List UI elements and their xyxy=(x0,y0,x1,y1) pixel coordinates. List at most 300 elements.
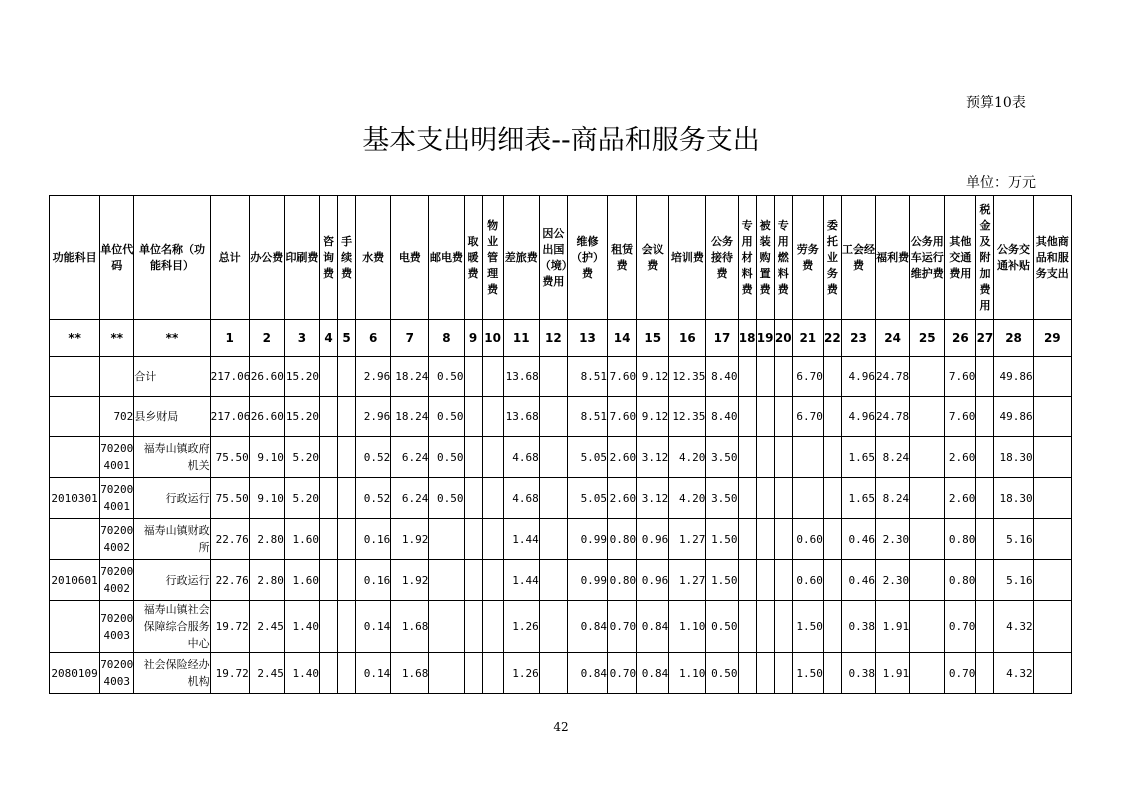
column-header: 专用材料费 xyxy=(738,196,756,320)
value-cell: 9.10 xyxy=(249,478,284,519)
column-header: 专用燃料费 xyxy=(774,196,792,320)
value-cell: 12.35 xyxy=(669,397,706,437)
unit-name-cell: 福寿山镇社会保障综合服务中心 xyxy=(134,601,210,653)
value-cell: 1.26 xyxy=(503,601,539,653)
value-cell: 0.60 xyxy=(792,519,823,560)
column-index: 16 xyxy=(669,320,706,357)
value-cell: 8.24 xyxy=(876,478,910,519)
index-row xyxy=(50,320,1072,357)
value-cell xyxy=(756,601,774,653)
value-cell xyxy=(823,560,841,601)
unit-label: 单位：万元 xyxy=(966,175,1036,191)
value-cell: 0.52 xyxy=(356,437,391,478)
value-cell: 1.10 xyxy=(669,601,706,653)
value-cell: 6.70 xyxy=(792,357,823,397)
value-cell xyxy=(482,601,503,653)
header-row xyxy=(50,196,1072,320)
value-cell: 0.84 xyxy=(637,601,669,653)
value-cell: 0.70 xyxy=(945,653,976,694)
value-cell xyxy=(338,560,356,601)
table-row xyxy=(50,478,1072,519)
column-header: 功能科目 xyxy=(50,196,100,320)
value-cell xyxy=(738,560,756,601)
value-cell: 0.80 xyxy=(945,519,976,560)
value-cell: 1.60 xyxy=(284,519,319,560)
column-index: ** xyxy=(50,320,100,357)
value-cell: 8.40 xyxy=(706,397,738,437)
unit-code-cell: 70200 4003 xyxy=(100,653,134,694)
table-row xyxy=(50,560,1072,601)
value-cell xyxy=(774,653,792,694)
column-header: 会议费 xyxy=(637,196,669,320)
value-cell: 1.26 xyxy=(503,653,539,694)
value-cell xyxy=(738,478,756,519)
value-cell: 49.86 xyxy=(994,397,1033,437)
value-cell xyxy=(976,397,994,437)
value-cell: 1.27 xyxy=(669,519,706,560)
column-index: 22 xyxy=(823,320,841,357)
value-cell: 1.10 xyxy=(669,653,706,694)
unit-name-cell: 福寿山镇财政所 xyxy=(134,519,210,560)
value-cell: 0.80 xyxy=(608,560,637,601)
form-number: 预算10表 xyxy=(966,95,1026,111)
value-cell xyxy=(976,653,994,694)
value-cell: 2.60 xyxy=(608,437,637,478)
value-cell xyxy=(910,560,945,601)
value-cell xyxy=(774,560,792,601)
value-cell xyxy=(774,601,792,653)
column-header: 公务交通补贴 xyxy=(994,196,1033,320)
value-cell xyxy=(774,437,792,478)
value-cell: 6.24 xyxy=(391,478,429,519)
value-cell xyxy=(539,601,567,653)
column-index: 20 xyxy=(774,320,792,357)
value-cell: 1.50 xyxy=(792,653,823,694)
value-cell: 1.92 xyxy=(391,560,429,601)
column-index: 15 xyxy=(637,320,669,357)
value-cell xyxy=(482,437,503,478)
value-cell xyxy=(464,357,482,397)
value-cell: 2.45 xyxy=(249,653,284,694)
column-index: 29 xyxy=(1033,320,1071,357)
column-header: 邮电费 xyxy=(429,196,464,320)
value-cell xyxy=(738,437,756,478)
value-cell: 2.60 xyxy=(608,478,637,519)
value-cell xyxy=(756,437,774,478)
column-index: 28 xyxy=(994,320,1033,357)
column-index: 6 xyxy=(356,320,391,357)
value-cell: 22.76 xyxy=(210,560,249,601)
value-cell: 0.99 xyxy=(567,560,607,601)
function-subject-cell: 2080109 xyxy=(50,653,100,694)
value-cell: 0.84 xyxy=(567,601,607,653)
column-index: 10 xyxy=(482,320,503,357)
value-cell: 2.80 xyxy=(249,560,284,601)
column-index: 8 xyxy=(429,320,464,357)
value-cell: 15.20 xyxy=(284,357,319,397)
value-cell: 0.50 xyxy=(706,601,738,653)
value-cell: 0.52 xyxy=(356,478,391,519)
value-cell xyxy=(320,653,338,694)
unit-code-cell xyxy=(100,357,134,397)
value-cell: 0.46 xyxy=(841,519,875,560)
value-cell: 0.96 xyxy=(637,560,669,601)
column-index: 17 xyxy=(706,320,738,357)
column-index: ** xyxy=(134,320,210,357)
value-cell: 1.44 xyxy=(503,560,539,601)
value-cell: 0.70 xyxy=(945,601,976,653)
column-header: 咨询费 xyxy=(320,196,338,320)
value-cell xyxy=(464,397,482,437)
value-cell xyxy=(910,357,945,397)
value-cell: 1.65 xyxy=(841,478,875,519)
value-cell: 1.68 xyxy=(391,601,429,653)
value-cell xyxy=(539,653,567,694)
value-cell: 0.50 xyxy=(429,478,464,519)
value-cell: 0.46 xyxy=(841,560,875,601)
column-index: 18 xyxy=(738,320,756,357)
column-header: 委托业务费 xyxy=(823,196,841,320)
value-cell xyxy=(1033,560,1071,601)
value-cell xyxy=(756,478,774,519)
value-cell: 217.06 xyxy=(210,397,249,437)
value-cell xyxy=(1033,601,1071,653)
value-cell xyxy=(774,478,792,519)
value-cell: 0.60 xyxy=(792,560,823,601)
value-cell xyxy=(756,357,774,397)
unit-code-cell: 70200 4002 xyxy=(100,560,134,601)
value-cell xyxy=(539,478,567,519)
column-index: 21 xyxy=(792,320,823,357)
value-cell xyxy=(482,653,503,694)
column-index: 24 xyxy=(876,320,910,357)
value-cell xyxy=(1033,437,1071,478)
value-cell: 5.16 xyxy=(994,560,1033,601)
column-header: 手续费 xyxy=(338,196,356,320)
function-subject-cell xyxy=(50,437,100,478)
value-cell xyxy=(464,478,482,519)
value-cell xyxy=(539,437,567,478)
value-cell: 0.84 xyxy=(637,653,669,694)
value-cell: 7.60 xyxy=(608,397,637,437)
value-cell: 5.16 xyxy=(994,519,1033,560)
column-index: 5 xyxy=(338,320,356,357)
column-header: 电费 xyxy=(391,196,429,320)
value-cell xyxy=(464,601,482,653)
column-index: 23 xyxy=(841,320,875,357)
value-cell: 18.30 xyxy=(994,478,1033,519)
value-cell xyxy=(320,478,338,519)
value-cell: 2.60 xyxy=(945,478,976,519)
unit-code-cell: 70200 4003 xyxy=(100,601,134,653)
table-row xyxy=(50,601,1072,653)
value-cell xyxy=(338,601,356,653)
column-header: 单位代码 xyxy=(100,196,134,320)
value-cell: 24.78 xyxy=(876,357,910,397)
value-cell xyxy=(823,478,841,519)
value-cell: 4.96 xyxy=(841,357,875,397)
value-cell xyxy=(338,397,356,437)
value-cell xyxy=(539,397,567,437)
value-cell xyxy=(482,478,503,519)
table-row xyxy=(50,397,1072,437)
column-index: 9 xyxy=(464,320,482,357)
value-cell xyxy=(1033,519,1071,560)
value-cell: 0.16 xyxy=(356,519,391,560)
column-index: 7 xyxy=(391,320,429,357)
column-index: ** xyxy=(100,320,134,357)
function-subject-cell: 2010301 xyxy=(50,478,100,519)
value-cell: 49.86 xyxy=(994,357,1033,397)
function-subject-cell: 2010601 xyxy=(50,560,100,601)
value-cell: 4.68 xyxy=(503,437,539,478)
value-cell: 0.38 xyxy=(841,601,875,653)
value-cell xyxy=(738,519,756,560)
column-header: 维修（护）费 xyxy=(567,196,607,320)
value-cell: 0.70 xyxy=(608,653,637,694)
value-cell: 26.60 xyxy=(249,397,284,437)
value-cell xyxy=(320,397,338,437)
value-cell xyxy=(976,519,994,560)
value-cell xyxy=(464,653,482,694)
value-cell: 0.80 xyxy=(608,519,637,560)
value-cell: 3.12 xyxy=(637,478,669,519)
unit-code-cell: 702 xyxy=(100,397,134,437)
value-cell xyxy=(823,653,841,694)
value-cell xyxy=(976,601,994,653)
value-cell: 0.84 xyxy=(567,653,607,694)
table-row xyxy=(50,357,1072,397)
value-cell: 6.70 xyxy=(792,397,823,437)
value-cell xyxy=(910,437,945,478)
value-cell: 217.06 xyxy=(210,357,249,397)
value-cell xyxy=(320,519,338,560)
value-cell: 19.72 xyxy=(210,601,249,653)
value-cell: 6.24 xyxy=(391,437,429,478)
value-cell: 0.14 xyxy=(356,653,391,694)
value-cell xyxy=(482,397,503,437)
value-cell xyxy=(823,437,841,478)
value-cell xyxy=(429,601,464,653)
value-cell: 2.60 xyxy=(945,437,976,478)
value-cell xyxy=(774,357,792,397)
column-header: 劳务费 xyxy=(792,196,823,320)
value-cell: 12.35 xyxy=(669,357,706,397)
column-index: 26 xyxy=(945,320,976,357)
value-cell: 9.12 xyxy=(637,397,669,437)
value-cell: 4.32 xyxy=(994,653,1033,694)
value-cell: 1.91 xyxy=(876,601,910,653)
value-cell: 4.20 xyxy=(669,437,706,478)
value-cell: 8.51 xyxy=(567,397,607,437)
column-header: 培训费 xyxy=(669,196,706,320)
value-cell: 0.50 xyxy=(429,397,464,437)
value-cell: 13.68 xyxy=(503,357,539,397)
value-cell: 2.80 xyxy=(249,519,284,560)
value-cell xyxy=(756,519,774,560)
value-cell: 22.76 xyxy=(210,519,249,560)
value-cell: 8.51 xyxy=(567,357,607,397)
value-cell: 7.60 xyxy=(608,357,637,397)
column-index: 1 xyxy=(210,320,249,357)
value-cell: 18.24 xyxy=(391,397,429,437)
value-cell xyxy=(429,519,464,560)
value-cell xyxy=(910,601,945,653)
value-cell: 1.27 xyxy=(669,560,706,601)
value-cell: 2.45 xyxy=(249,601,284,653)
value-cell xyxy=(823,601,841,653)
value-cell xyxy=(482,357,503,397)
value-cell xyxy=(464,519,482,560)
value-cell xyxy=(320,601,338,653)
column-header: 租赁费 xyxy=(608,196,637,320)
value-cell xyxy=(429,560,464,601)
value-cell xyxy=(482,519,503,560)
function-subject-cell xyxy=(50,357,100,397)
column-index: 13 xyxy=(567,320,607,357)
value-cell: 2.30 xyxy=(876,560,910,601)
value-cell xyxy=(976,437,994,478)
value-cell xyxy=(338,519,356,560)
value-cell xyxy=(823,519,841,560)
value-cell xyxy=(756,560,774,601)
unit-code-cell: 70200 4002 xyxy=(100,519,134,560)
value-cell: 7.60 xyxy=(945,357,976,397)
value-cell: 5.20 xyxy=(284,437,319,478)
column-header: 物业管理费 xyxy=(482,196,503,320)
unit-name-cell: 行政运行 xyxy=(134,560,210,601)
column-header: 水费 xyxy=(356,196,391,320)
column-header: 福利费 xyxy=(876,196,910,320)
value-cell: 4.32 xyxy=(994,601,1033,653)
value-cell xyxy=(338,357,356,397)
value-cell: 1.60 xyxy=(284,560,319,601)
table-row xyxy=(50,519,1072,560)
column-index: 2 xyxy=(249,320,284,357)
value-cell xyxy=(774,397,792,437)
value-cell: 15.20 xyxy=(284,397,319,437)
value-cell: 1.92 xyxy=(391,519,429,560)
column-header: 工会经费 xyxy=(841,196,875,320)
value-cell xyxy=(1033,478,1071,519)
table-row xyxy=(50,437,1072,478)
value-cell xyxy=(910,478,945,519)
value-cell xyxy=(320,560,338,601)
value-cell: 0.50 xyxy=(706,653,738,694)
page-number: 42 xyxy=(553,720,569,734)
unit-name-cell: 社会保险经办机构 xyxy=(134,653,210,694)
value-cell: 3.12 xyxy=(637,437,669,478)
value-cell xyxy=(338,437,356,478)
value-cell xyxy=(338,478,356,519)
value-cell: 13.68 xyxy=(503,397,539,437)
value-cell: 1.40 xyxy=(284,601,319,653)
value-cell xyxy=(320,437,338,478)
value-cell xyxy=(738,357,756,397)
value-cell: 24.78 xyxy=(876,397,910,437)
value-cell: 0.38 xyxy=(841,653,875,694)
value-cell xyxy=(792,478,823,519)
value-cell: 2.96 xyxy=(356,357,391,397)
value-cell: 0.99 xyxy=(567,519,607,560)
column-header: 办公费 xyxy=(249,196,284,320)
value-cell: 2.96 xyxy=(356,397,391,437)
value-cell: 26.60 xyxy=(249,357,284,397)
column-index: 27 xyxy=(976,320,994,357)
value-cell xyxy=(976,478,994,519)
value-cell xyxy=(464,560,482,601)
value-cell: 1.91 xyxy=(876,653,910,694)
value-cell xyxy=(539,357,567,397)
value-cell: 5.20 xyxy=(284,478,319,519)
value-cell: 4.68 xyxy=(503,478,539,519)
value-cell: 9.12 xyxy=(637,357,669,397)
column-index: 3 xyxy=(284,320,319,357)
value-cell xyxy=(910,519,945,560)
column-header: 单位名称（功能科目） xyxy=(134,196,210,320)
value-cell: 1.50 xyxy=(792,601,823,653)
value-cell xyxy=(482,560,503,601)
value-cell: 18.24 xyxy=(391,357,429,397)
value-cell: 19.72 xyxy=(210,653,249,694)
value-cell: 2.30 xyxy=(876,519,910,560)
function-subject-cell xyxy=(50,601,100,653)
value-cell: 1.40 xyxy=(284,653,319,694)
unit-code-cell: 70200 4001 xyxy=(100,478,134,519)
value-cell: 4.20 xyxy=(669,478,706,519)
value-cell xyxy=(792,437,823,478)
value-cell: 1.68 xyxy=(391,653,429,694)
value-cell xyxy=(1033,397,1071,437)
value-cell: 9.10 xyxy=(249,437,284,478)
column-header: 税金及附加费用 xyxy=(976,196,994,320)
value-cell: 1.44 xyxy=(503,519,539,560)
unit-name-cell: 行政运行 xyxy=(134,478,210,519)
column-header: 公务接待费 xyxy=(706,196,738,320)
value-cell xyxy=(464,437,482,478)
value-cell xyxy=(1033,653,1071,694)
column-header: 差旅费 xyxy=(503,196,539,320)
value-cell xyxy=(976,357,994,397)
column-header: 其他商品和服务支出 xyxy=(1033,196,1071,320)
column-index: 12 xyxy=(539,320,567,357)
value-cell xyxy=(1033,357,1071,397)
column-header: 总计 xyxy=(210,196,249,320)
value-cell xyxy=(910,397,945,437)
column-index: 19 xyxy=(756,320,774,357)
value-cell: 3.50 xyxy=(706,478,738,519)
value-cell: 0.50 xyxy=(429,437,464,478)
column-index: 4 xyxy=(320,320,338,357)
value-cell xyxy=(338,653,356,694)
value-cell: 0.50 xyxy=(429,357,464,397)
value-cell: 0.80 xyxy=(945,560,976,601)
value-cell: 3.50 xyxy=(706,437,738,478)
value-cell: 5.05 xyxy=(567,437,607,478)
value-cell xyxy=(539,560,567,601)
value-cell xyxy=(756,397,774,437)
value-cell: 1.50 xyxy=(706,519,738,560)
value-cell: 1.50 xyxy=(706,560,738,601)
value-cell: 7.60 xyxy=(945,397,976,437)
value-cell: 8.40 xyxy=(706,357,738,397)
value-cell xyxy=(738,653,756,694)
value-cell: 0.16 xyxy=(356,560,391,601)
value-cell xyxy=(738,601,756,653)
value-cell: 0.96 xyxy=(637,519,669,560)
column-header: 取暖费 xyxy=(464,196,482,320)
column-header: 被装购置费 xyxy=(756,196,774,320)
